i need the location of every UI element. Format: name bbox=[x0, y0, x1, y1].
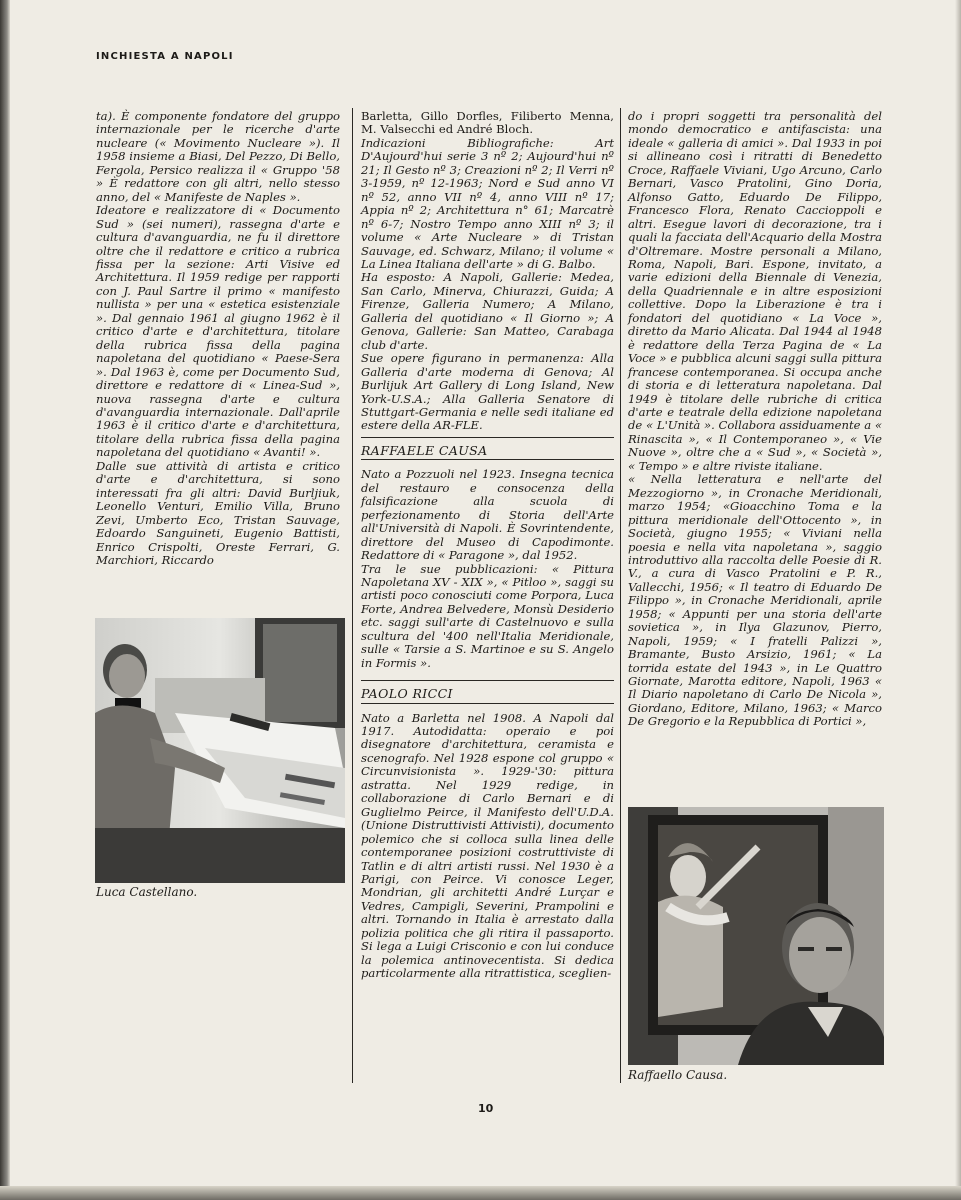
caption-luca-castellano: Luca Castellano. bbox=[96, 885, 198, 899]
page-number: 10 bbox=[478, 1102, 494, 1115]
col2-exhibitions: Ha esposto: A Napoli, Gallerie: Medea, San Carlo, Minerva, Chiurazzi, Guida; A Firenze, Galleria Numero; A Milano, Galleria del quotidiano « Il Giorno »; A Genova, Gallerie: San Matteo, Carabaga club d'arte. bbox=[361, 270, 614, 352]
rule-top-raffaele-causa bbox=[361, 437, 614, 438]
page-right-edge bbox=[955, 0, 961, 1200]
ricci-bio: Nato a Barletta nel 1908. A Napoli dal 1917. Autodidatta: operaio e poi disegnatore d'architettura, ceramista e scenografo. Nel 1928 espone col gruppo « Circunvisionista ». 1929-'30: pittura astratta. Nel 1929 redige, in collaborazione di Carlo Bernari e di Guglielmo Peirce, il Manifesto dell'U.D.A. (Unione Distruttivisti Attivisti), documento polemico che si colloca sulla linea delle contemporanee posizioni costruttiviste di Tatlin e di altri artisti russi. Nel 1930 è a Parigi, con Peirce. Vi conosce Leger, Mondrian, gli architetti André Lurçar e Vedres, Campigli, Severini, Prampolini e altri. Tornando in Italia è arrestato dalla polizia politica che gli ritira il passaporto. Si lega a Luigi Crisconio e con lui conduce la polemica antinovecentista. Si dedica particolarmente alla ritrattistica, sceglien- bbox=[361, 710, 614, 981]
rule-top-paolo-ricci bbox=[361, 680, 614, 681]
col2-bibliography: Indicazioni Bibliografiche: Art D'Aujourd'hui serie 3 nº 2; Aujourd'hui nº 21; Il Gesto nº 3; Creazioni nº 2; Il Verri nº 3-1959, nº 12-1963; Nord e Sud anno VI nº 52, anno VII nº 4, anno VIII nº 17; Appia nº 2; Architettura n° 61; Marcatrè nº 6-7; Nostro Tempo anno XIII nº 3; il volume « Arte Nucleare » di Tristan Sauvage, ed. Schwarz, Milano; il volume « La Linea Italiana dell'arte » di G. Balbo. bbox=[361, 135, 614, 271]
column-1 bbox=[96, 110, 340, 567]
col1-paragraph-2: Ideatore e realizzatore di « Documento Sud » (sei numeri), rassegna d'arte e cultura d'avanguardia, ne fu il direttore oltre che il redattore e critico a rubrica fissa per la sezione: Arti Visive ed Architettura. Il 1959 redige per rapporti con J. Paul Sartre il primo « manifesto nullista » per una « estetica esistenziale ». Dal gennaio 1961 al giugno 1962 è il critico d'arte e d'architettura, titolare della rubrica fissa della pagina napoletana del quotidiano « Paese-Sera ». Dal 1963 è, come per Documento Sud, direttore e redattore di « Linea-Sud », nuova rassegna d'arte e cultura d'avanguardia internazionale. Dall'aprile 1963 è il critico d'arte e d'architettura, titolare della rubrica fissa della pagina napoletana del quotidiano « Avanti! ». bbox=[96, 203, 340, 460]
photo-raffaello-causa-image bbox=[628, 807, 884, 1065]
column-2 bbox=[361, 110, 614, 981]
column-rule-2 bbox=[620, 108, 621, 1083]
photo-raffaello-causa bbox=[628, 807, 884, 1065]
col1-paragraph-3: Dalle sue attività di artista e critico d'arte e d'architettura, si sono interessati fra gli altri: David Burljiuk, Leonello Venturi, Emilio Villa, Bruno Zevi, Umberto Eco, Tristan Sauvage, Edoardo Sanguineti, Eugenio Battisti, Enrico Crispolti, Oreste Ferrari, G. Marchiori, Riccardo bbox=[96, 458, 340, 567]
col3-paragraph-1: do i propri soggetti tra personalità del mondo democratico e antifascista: una ideale « galleria di amici ». Dal 1933 in poi si allineano così i ritratti di Benedetto Croce, Raffaele Viviani, Ugo Arcuno, Carlo Bernari, Vasco Pratolini, Gino Doria, Alfonso Gatto, Eduardo De Filippo, Francesco Flora, Renato Caccioppoli e altri. Esegue lavori di decorazione, tra i quali la facciata dell'Acquario della Mostra d'Oltremare. Mostre personali a Milano, Roma, Napoli, Bari. Espone, invitato, a varie edizioni della Biennale di Venezia, della Quadriennale e in altre esposizioni collettive. Dopo la Liberazione è tra i fondatori del quotidiano « La Voce », diretto da Mario Alicata. Dal 1944 al 1948 è redattore della Terza Pagina de « La Voce » e pubblica alcuni saggi sulla pittura francese contemporanea. Si occupa anche di storia e di letteratura napoletana. Dal 1949 è titolare delle rubriche di critica d'arte e teatrale della edizione napoletana de « L'Unità ». Collabora assiduamente a « Rinascita », « Il Contemporaneo », « Vie Nuove », oltre che a « Sud », « Società », « Tempo » e altre riviste italiane. bbox=[628, 109, 882, 473]
col1-paragraph-1: ta). È componente fondatore del gruppo internazionale per le ricerche d'arte nucleare (« Movimento Nucleare »). Il 1958 insieme a Biasi, Del Pezzo, Di Bello, Fergola, Persico realizza il « Gruppo '58 » È redattore con gli altri, nello stesso anno, del « Manifeste de Naples ». bbox=[96, 109, 340, 204]
col2-paragraph-1: Barletta, Gillo Dorfles, Filiberto Menna, M. Valsecchi ed André Bloch. bbox=[361, 109, 614, 137]
column-rule-1 bbox=[352, 108, 353, 1083]
running-head: INCHIESTA A NAPOLI bbox=[96, 51, 234, 62]
page-binding-edge bbox=[0, 0, 10, 1200]
caption-raffaello-causa: Raffaello Causa. bbox=[628, 1068, 728, 1082]
col2-permanent-works: Sue opere figurano in permanenza: Alla Galleria d'arte moderna di Genova; Al Burlijuk Art Gallery di Long Island, New York-U.S.A.; Alla Galleria Senatore di Stuttgart-Germania e nelle sedi italiane ed estere della AR-FLE. bbox=[361, 351, 614, 433]
causa-publications: Tra le sue pubblicazioni: « Pittura Napoletana XV - XIX », « Pitloo », saggi su artisti poco conosciuti come Porpora, Luca Forte, Andrea Belvedere, Monsù Desiderio etc. saggi sull'arte di Castelnuovo e sulla scultura del '400 nell'Italia Meridionale, sulle « Tarsie a S. Martinoe e su S. Angelo in Formis ». bbox=[361, 561, 614, 670]
causa-bio: Nato a Pozzuoli nel 1923. Insegna tecnica del restauro e consocenza della falsificazione alla scuola di perfezionamento di Storia dell'Arte all'Università di Napoli. È Sovrintendente, direttore del Museo di Capodimonte. Redattore di « Paragone », dal 1952. bbox=[361, 467, 614, 563]
heading-raffaele-causa: RAFFAELE CAUSA bbox=[361, 442, 488, 458]
col3-publications: « Nella letteratura e nell'arte del Mezzogiorno », in Cronache Meridionali, marzo 1954; «Gioacchino Toma e la pittura meridionale dell'Ottocento », in Società, giugno 1955; « Viviani nella poesia e nella vita napoletana », saggio introduttivo alla raccolta delle Poesie di R. V., a cura di Vasco Pratolini e P. R., Vallecchi, 1956; « Il teatro di Eduardo De Filippo », in Cronache Meridionali, aprile 1958; « Appunti per una storia dell'arte sovietica », in Ilya Glazunov, Pierro, Napoli, 1959; « I fratelli Palizzi », Bramante, Busto Arsizio, 1961; « La torrida estate del 1943 », in Le Quattro Giornate, Marotta editore, Napoli, 1963 « Il Diario napoletano di Carlo De Nicola », Giordano, Editore, Milano, 1963; « Marco De Gregorio e la Repubblica di Portici », bbox=[628, 472, 882, 729]
photo-luca-castellano bbox=[95, 618, 345, 883]
photo-luca-castellano-image bbox=[95, 618, 345, 883]
page-bottom-edge bbox=[0, 1186, 961, 1200]
column-3 bbox=[628, 110, 882, 729]
heading-paolo-ricci: PAOLO RICCI bbox=[361, 686, 453, 702]
